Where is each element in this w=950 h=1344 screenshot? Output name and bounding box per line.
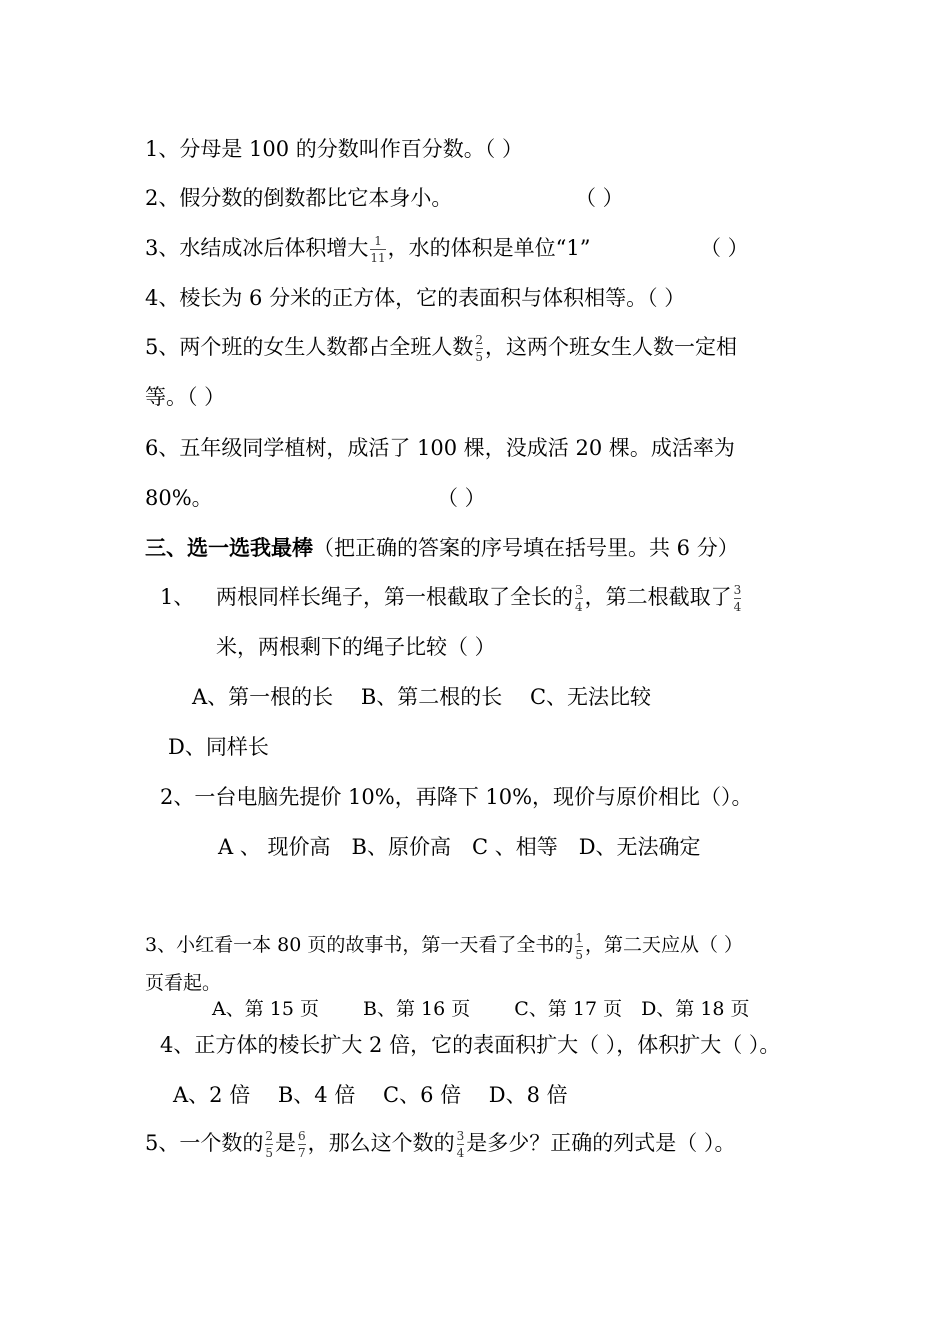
choice-q4: 4、正方体的棱长扩大 2 倍，它的表面积扩大（ ），体积扩大（ ）。 [160,1033,781,1057]
fraction: $\frac{1}{11}$ [370,234,386,265]
choice-q2-options: A 、 现价高 B、原价高 C 、相等 D、无法确定 [218,835,701,859]
choice-q1: 两根同样长绳子，第一根截取了全长的 $\frac{3}{4}$ ，第二根截取了 $\frac{3}{4}$ [216,583,742,614]
choice-q1-option-d: D、同样长 [168,735,269,759]
choice-q4-options: A、2 倍 B、4 倍 C、6 倍 D、8 倍 [173,1083,568,1107]
judge-q5 [145,332,737,364]
judge-q4: 4、棱长为 6 分米的正方体，它的表面积与体积相等。（ ） [145,286,686,310]
section3-title-rest: （把正确的答案的序号填在括号里。共 6 分） [313,536,739,560]
fraction: $\frac{1}{5}$ [575,930,583,962]
judge-q3-paren: （ ） [700,236,749,260]
judge-q6-paren: （ ） [437,486,486,510]
fraction: $\frac{2}{5}$ [265,1129,274,1160]
section3-title [145,533,739,563]
section3-title-bold: 三、选一选我最棒 [145,535,313,560]
judge-q3-post: ，水的体积是单位“1” [387,236,591,260]
judge-q5-cont: 等。（ ） [145,385,226,409]
judge-q6: 6、五年级同学植树，成活了 100 棵，没成活 20 棵。成活率为 [145,436,735,460]
choice-q5: 5、一个数的 $\frac{2}{5}$ 是 $\frac{6}{7}$ ，那么这个数的 $\frac{3}{4}$ 是多少？正确的列式是（ ）。 [145,1129,736,1160]
choice-q3-cont: 页看起。 [145,972,222,994]
judge-q2-paren: （ ） [575,186,624,210]
fraction: $\frac{3}{4}$ [456,1129,465,1160]
fraction: $\frac{2}{5}$ [475,333,484,364]
choice-q1-num: 1、 [160,585,195,609]
fraction: $\frac{3}{4}$ [575,583,583,614]
choice-q1-options: A、第一根的长 B、第二根的长 C、无法比较 [192,685,652,709]
judge-q5-pre: 5、两个班的女生人数都占全班人数 [145,335,474,359]
choice-q2: 2、一台电脑先提价 10%，再降下 10%，现价与原价相比（）。 [160,785,753,809]
choice-q1-cont: 米，两根剩下的绳子比较（ ） [216,635,496,659]
judge-q3-pre: 3、水结成冰后体积增大 [145,236,369,260]
fraction: $\frac{3}{4}$ [733,583,742,614]
judge-q6-cont: 80%。 [145,486,213,510]
choice-q3-options: A、第 15 页 B、第 16 页 C、第 17 页 D、第 18 页 [212,998,750,1020]
fraction: $\frac{6}{7}$ [298,1129,306,1160]
judge-q2: 2、假分数的倒数都比它本身小。 [145,186,453,210]
judge-q1: 1、分母是 100 的分数叫作百分数。（ ） [145,137,523,161]
judge-q3 [145,233,591,265]
choice-q3: 3、小红看一本 80 页的故事书，第一天看了全书的 $\frac{1}{5}$ ，第二天应从（ ） [145,930,744,962]
judge-q5-post: ，这两个班女生人数一定相 [485,335,738,359]
